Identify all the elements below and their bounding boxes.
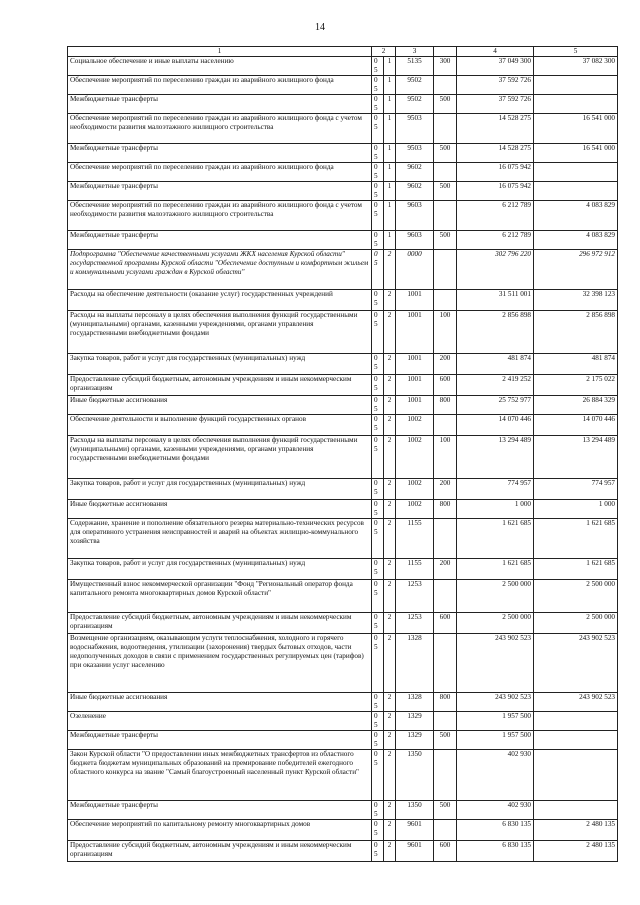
row-section: 05 <box>372 634 384 693</box>
row-subsection: 2 <box>384 613 396 634</box>
row-subsection: 2 <box>384 820 396 841</box>
table-row <box>68 311 618 354</box>
row-amount-year2: 26 884 329 <box>534 396 618 415</box>
row-expense-type: 500 <box>434 731 457 750</box>
row-amount-year2: 2 856 898 <box>534 311 618 354</box>
row-amount-year1: 6 212 789 <box>457 201 534 231</box>
row-section: 05 <box>372 519 384 559</box>
row-section: 05 <box>372 290 384 311</box>
row-amount-year1: 481 874 <box>457 354 534 375</box>
row-amount-year2 <box>534 801 618 820</box>
row-name: Закупка товаров, работ и услуг для государственных (муниципальных) нужд <box>68 559 372 580</box>
row-code: 1155 <box>396 559 434 580</box>
row-amount-year2: 2 500 000 <box>534 580 618 613</box>
row-code: 1001 <box>396 290 434 311</box>
table-row <box>68 580 618 613</box>
row-expense-type: 100 <box>434 311 457 354</box>
row-code: 1253 <box>396 613 434 634</box>
row-code: 1002 <box>396 436 434 479</box>
table-row <box>68 712 618 731</box>
row-section: 05 <box>372 693 384 712</box>
row-name: Предоставление субсидий бюджетным, автономным учреждениям и иным некоммерческим организациям <box>68 375 372 396</box>
table-row <box>68 479 618 500</box>
row-section: 05 <box>372 375 384 396</box>
row-amount-year1: 6 212 789 <box>457 231 534 250</box>
row-amount-year1: 14 528 275 <box>457 144 534 163</box>
row-subsection: 2 <box>384 580 396 613</box>
row-amount-year1: 37 592 726 <box>457 76 534 95</box>
row-code: 5135 <box>396 57 434 76</box>
row-section: 05 <box>372 580 384 613</box>
row-amount-year2 <box>534 750 618 801</box>
row-subsection: 2 <box>384 436 396 479</box>
table-row <box>68 415 618 436</box>
row-expense-type <box>434 114 457 144</box>
row-section: 05 <box>372 613 384 634</box>
row-expense-type: 800 <box>434 500 457 519</box>
row-expense-type <box>434 580 457 613</box>
table-row <box>68 613 618 634</box>
row-code: 1002 <box>396 500 434 519</box>
row-section: 05 <box>372 95 384 114</box>
row-amount-year1: 14 070 446 <box>457 415 534 436</box>
row-subsection: 1 <box>384 57 396 76</box>
row-amount-year2: 13 294 489 <box>534 436 618 479</box>
row-expense-type: 500 <box>434 231 457 250</box>
row-code: 9503 <box>396 114 434 144</box>
row-amount-year1: 37 592 726 <box>457 95 534 114</box>
table-row <box>68 182 618 201</box>
row-name: Закон Курской области "О предоставлении иных межбюджетных трансфертов из областного бюджета бюджетам муниципальных образований на премирование победителей ежегодного областного конкурса на звание "Самый благоустроенный населенный пункт Курской области" <box>68 750 372 801</box>
row-amount-year1: 2 500 000 <box>457 613 534 634</box>
row-subsection: 2 <box>384 841 396 862</box>
row-code: 9603 <box>396 231 434 250</box>
row-amount-year2: 1 000 <box>534 500 618 519</box>
row-section: 05 <box>372 841 384 862</box>
table-header-row <box>68 47 618 57</box>
table-row <box>68 634 618 693</box>
row-subsection: 1 <box>384 201 396 231</box>
row-code: 1001 <box>396 311 434 354</box>
row-expense-type: 800 <box>434 396 457 415</box>
row-amount-year1: 402 930 <box>457 801 534 820</box>
row-amount-year2: 296 972 912 <box>534 250 618 290</box>
row-name: Расходы на выплаты персоналу в целях обеспечения выполнения функций государственными (муниципальными) органами, казенными учреждениями, органами управления государственными внебюджетными фондами <box>68 436 372 479</box>
row-amount-year1: 2 419 252 <box>457 375 534 396</box>
row-name: Обеспечение мероприятий по переселению граждан из аварийного жилищного фонда с учетом необходимости развития малоэтажного жилищного строительства <box>68 114 372 144</box>
row-expense-type <box>434 415 457 436</box>
table-row <box>68 841 618 862</box>
header-cell-type <box>434 47 457 57</box>
row-section: 05 <box>372 163 384 182</box>
row-subsection: 1 <box>384 163 396 182</box>
table-row <box>68 500 618 519</box>
table-row <box>68 375 618 396</box>
row-amount-year1: 14 528 275 <box>457 114 534 144</box>
row-expense-type: 600 <box>434 375 457 396</box>
row-name: Предоставление субсидий бюджетным, автономным учреждениям и иным некоммерческим организациям <box>68 613 372 634</box>
row-subsection: 1 <box>384 95 396 114</box>
row-amount-year1: 37 049 300 <box>457 57 534 76</box>
row-expense-type: 200 <box>434 479 457 500</box>
table-row <box>68 519 618 559</box>
table-row <box>68 820 618 841</box>
row-amount-year1: 31 511 001 <box>457 290 534 311</box>
row-name: Межбюджетные трансферты <box>68 95 372 114</box>
table-row <box>68 693 618 712</box>
row-amount-year1: 1 957 500 <box>457 731 534 750</box>
row-section: 05 <box>372 500 384 519</box>
row-subsection: 2 <box>384 250 396 290</box>
page-number: 14 <box>315 22 325 33</box>
row-name: Содержание, хранение и пополнение обязательного резерва материально-технических ресурсов для оперативного устранения неисправностей и аварий на объектах жилищно-коммунального хозяйства <box>68 519 372 559</box>
row-amount-year2 <box>534 95 618 114</box>
row-amount-year2: 37 082 300 <box>534 57 618 76</box>
row-amount-year1: 16 075 942 <box>457 182 534 201</box>
row-expense-type: 600 <box>434 613 457 634</box>
table-row <box>68 144 618 163</box>
row-subsection: 2 <box>384 712 396 731</box>
row-name: Иные бюджетные ассигнования <box>68 396 372 415</box>
table-row <box>68 290 618 311</box>
row-code: 9601 <box>396 841 434 862</box>
row-amount-year1: 243 902 523 <box>457 693 534 712</box>
row-code: 1002 <box>396 415 434 436</box>
row-section: 05 <box>372 415 384 436</box>
row-code: 9601 <box>396 820 434 841</box>
table-row <box>68 731 618 750</box>
row-name: Межбюджетные трансферты <box>68 231 372 250</box>
row-name: Расходы на обеспечение деятельности (оказание услуг) государственных учреждений <box>68 290 372 311</box>
row-amount-year1: 243 902 523 <box>457 634 534 693</box>
row-name: Обеспечение мероприятий по переселению граждан из аварийного жилищного фонда <box>68 76 372 95</box>
row-expense-type: 500 <box>434 182 457 201</box>
row-amount-year2 <box>534 731 618 750</box>
row-code: 1328 <box>396 634 434 693</box>
row-section: 05 <box>372 820 384 841</box>
row-name: Обеспечение деятельности и выполнение функций государственных органов <box>68 415 372 436</box>
row-amount-year1: 13 294 489 <box>457 436 534 479</box>
row-subsection: 2 <box>384 500 396 519</box>
row-code: 9502 <box>396 95 434 114</box>
row-section: 05 <box>372 231 384 250</box>
row-amount-year2 <box>534 712 618 731</box>
row-code: 1001 <box>396 375 434 396</box>
row-code: 9603 <box>396 201 434 231</box>
row-expense-type <box>434 76 457 95</box>
row-section: 05 <box>372 144 384 163</box>
row-code: 1350 <box>396 750 434 801</box>
row-subsection: 2 <box>384 479 396 500</box>
row-name: Социальное обеспечение и иные выплаты населению <box>68 57 372 76</box>
row-amount-year1: 1 000 <box>457 500 534 519</box>
row-name: Подпрограмма "Обеспечение качественными услугами ЖКХ населения Курской области" государственной программы Курской области "Обеспечение доступным и комфортным жильем и коммунальными услугами граждан в Курской области" <box>68 250 372 290</box>
row-code: 1350 <box>396 801 434 820</box>
row-section: 05 <box>372 801 384 820</box>
row-amount-year2: 14 070 446 <box>534 415 618 436</box>
row-amount-year2: 4 083 829 <box>534 231 618 250</box>
row-expense-type: 500 <box>434 801 457 820</box>
row-subsection: 2 <box>384 290 396 311</box>
row-amount-year2: 2 480 135 <box>534 820 618 841</box>
row-amount-year1: 774 957 <box>457 479 534 500</box>
row-section: 05 <box>372 436 384 479</box>
row-amount-year1: 6 830 135 <box>457 841 534 862</box>
table-row <box>68 57 618 76</box>
row-code: 1253 <box>396 580 434 613</box>
row-amount-year2: 774 957 <box>534 479 618 500</box>
row-section: 05 <box>372 57 384 76</box>
row-code: 9503 <box>396 144 434 163</box>
row-section: 05 <box>372 712 384 731</box>
row-amount-year2: 2 500 000 <box>534 613 618 634</box>
row-name: Озеленение <box>68 712 372 731</box>
row-section: 05 <box>372 731 384 750</box>
row-code: 9602 <box>396 163 434 182</box>
row-amount-year2: 16 541 000 <box>534 144 618 163</box>
header-cell-year1: 4 <box>457 47 534 57</box>
row-code: 9602 <box>396 182 434 201</box>
row-subsection: 2 <box>384 311 396 354</box>
table-row <box>68 396 618 415</box>
row-subsection: 1 <box>384 231 396 250</box>
row-amount-year1: 2 500 000 <box>457 580 534 613</box>
row-expense-type: 800 <box>434 693 457 712</box>
row-expense-type: 600 <box>434 841 457 862</box>
row-name: Обеспечение мероприятий по переселению граждан из аварийного жилищного фонда <box>68 163 372 182</box>
row-amount-year2: 2 175 022 <box>534 375 618 396</box>
row-section: 05 <box>372 311 384 354</box>
row-name: Межбюджетные трансферты <box>68 182 372 201</box>
row-section: 05 <box>372 354 384 375</box>
row-subsection: 2 <box>384 396 396 415</box>
table-row <box>68 231 618 250</box>
row-name: Закупка товаров, работ и услуг для государственных (муниципальных) нужд <box>68 479 372 500</box>
row-expense-type <box>434 290 457 311</box>
table-row <box>68 354 618 375</box>
row-expense-type: 200 <box>434 559 457 580</box>
row-amount-year2: 1 621 685 <box>534 559 618 580</box>
row-expense-type: 500 <box>434 144 457 163</box>
row-amount-year2: 32 398 123 <box>534 290 618 311</box>
row-section: 05 <box>372 114 384 144</box>
row-expense-type <box>434 250 457 290</box>
row-name: Обеспечение мероприятий по капитальному ремонту многоквартирных домов <box>68 820 372 841</box>
row-expense-type <box>434 712 457 731</box>
budget-table <box>67 46 618 862</box>
row-amount-year2: 1 621 685 <box>534 519 618 559</box>
row-amount-year2 <box>534 163 618 182</box>
row-subsection: 2 <box>384 801 396 820</box>
row-name: Расходы на выплаты персоналу в целях обеспечения выполнения функций государственными (муниципальными) органами, казенными учреждениями, органами управления государственными внебюджетными фондами <box>68 311 372 354</box>
row-code: 0000 <box>396 250 434 290</box>
row-name: Межбюджетные трансферты <box>68 144 372 163</box>
row-amount-year2: 4 083 829 <box>534 201 618 231</box>
table-row <box>68 801 618 820</box>
row-section: 05 <box>372 750 384 801</box>
table-row <box>68 436 618 479</box>
row-section: 05 <box>372 182 384 201</box>
row-amount-year2: 481 874 <box>534 354 618 375</box>
row-code: 1329 <box>396 731 434 750</box>
table-row <box>68 250 618 290</box>
table-row <box>68 750 618 801</box>
row-code: 1155 <box>396 519 434 559</box>
row-expense-type <box>434 201 457 231</box>
row-subsection: 2 <box>384 519 396 559</box>
row-amount-year2: 2 480 135 <box>534 841 618 862</box>
row-name: Межбюджетные трансферты <box>68 801 372 820</box>
row-subsection: 2 <box>384 559 396 580</box>
row-amount-year1: 402 930 <box>457 750 534 801</box>
row-section: 05 <box>372 201 384 231</box>
row-expense-type <box>434 519 457 559</box>
row-name: Межбюджетные трансферты <box>68 731 372 750</box>
row-name: Закупка товаров, работ и услуг для государственных (муниципальных) нужд <box>68 354 372 375</box>
row-amount-year2 <box>534 182 618 201</box>
row-code: 1001 <box>396 396 434 415</box>
row-subsection: 1 <box>384 182 396 201</box>
row-subsection: 2 <box>384 731 396 750</box>
row-expense-type <box>434 163 457 182</box>
row-amount-year1: 1 621 685 <box>457 559 534 580</box>
row-name: Обеспечение мероприятий по переселению граждан из аварийного жилищного фонда с учетом необходимости развития малоэтажного жилищного строительства <box>68 201 372 231</box>
row-section: 05 <box>372 396 384 415</box>
row-section: 05 <box>372 76 384 95</box>
row-amount-year1: 6 830 135 <box>457 820 534 841</box>
row-code: 1328 <box>396 693 434 712</box>
row-expense-type: 100 <box>434 436 457 479</box>
row-section: 05 <box>372 479 384 500</box>
header-cell-year2: 5 <box>534 47 618 57</box>
row-amount-year1: 16 075 942 <box>457 163 534 182</box>
row-expense-type: 200 <box>434 354 457 375</box>
row-expense-type: 500 <box>434 95 457 114</box>
row-name: Предоставление субсидий бюджетным, автономным учреждениям и иным некоммерческим организациям <box>68 841 372 862</box>
table-row <box>68 114 618 144</box>
row-subsection: 2 <box>384 750 396 801</box>
header-cell-code: 3 <box>396 47 434 57</box>
row-code: 1329 <box>396 712 434 731</box>
header-cell-section: 2 <box>372 47 396 57</box>
row-code: 1002 <box>396 479 434 500</box>
row-amount-year2: 243 902 523 <box>534 634 618 693</box>
row-code: 9502 <box>396 76 434 95</box>
table-row <box>68 201 618 231</box>
row-expense-type <box>434 750 457 801</box>
table-row <box>68 76 618 95</box>
row-code: 1001 <box>396 354 434 375</box>
row-amount-year1: 25 752 977 <box>457 396 534 415</box>
row-name: Иные бюджетные ассигнования <box>68 693 372 712</box>
row-amount-year1: 302 796 220 <box>457 250 534 290</box>
table-row <box>68 95 618 114</box>
row-amount-year1: 1 957 500 <box>457 712 534 731</box>
row-subsection: 2 <box>384 634 396 693</box>
header-cell-name: 1 <box>68 47 372 57</box>
row-name: Имущественный взнос некоммерческой организации "Фонд "Региональный оператор фонда капитального ремонта многоквартирных домов Курской области" <box>68 580 372 613</box>
row-subsection: 1 <box>384 114 396 144</box>
row-subsection: 2 <box>384 415 396 436</box>
row-subsection: 2 <box>384 354 396 375</box>
table-row <box>68 559 618 580</box>
row-expense-type <box>434 820 457 841</box>
row-subsection: 2 <box>384 693 396 712</box>
row-amount-year2: 16 541 000 <box>534 114 618 144</box>
row-amount-year2: 243 902 523 <box>534 693 618 712</box>
row-amount-year1: 2 856 898 <box>457 311 534 354</box>
row-amount-year2 <box>534 76 618 95</box>
row-name: Иные бюджетные ассигнования <box>68 500 372 519</box>
row-subsection: 1 <box>384 144 396 163</box>
row-expense-type: 300 <box>434 57 457 76</box>
row-subsection: 1 <box>384 76 396 95</box>
row-amount-year1: 1 621 685 <box>457 519 534 559</box>
row-section: 05 <box>372 559 384 580</box>
row-name: Возмещение организациям, оказывающим услуги теплоснабжения, холодного и горячего водоснабжения, водоотведения, утилизации (захоронения) твердых бытовых отходов, части недополученных доходов в связи с применением государственных регулируемых цен (тарифов) при оказании услуг населению <box>68 634 372 693</box>
row-subsection: 2 <box>384 375 396 396</box>
row-expense-type <box>434 634 457 693</box>
table-row <box>68 163 618 182</box>
row-section: 05 <box>372 250 384 290</box>
